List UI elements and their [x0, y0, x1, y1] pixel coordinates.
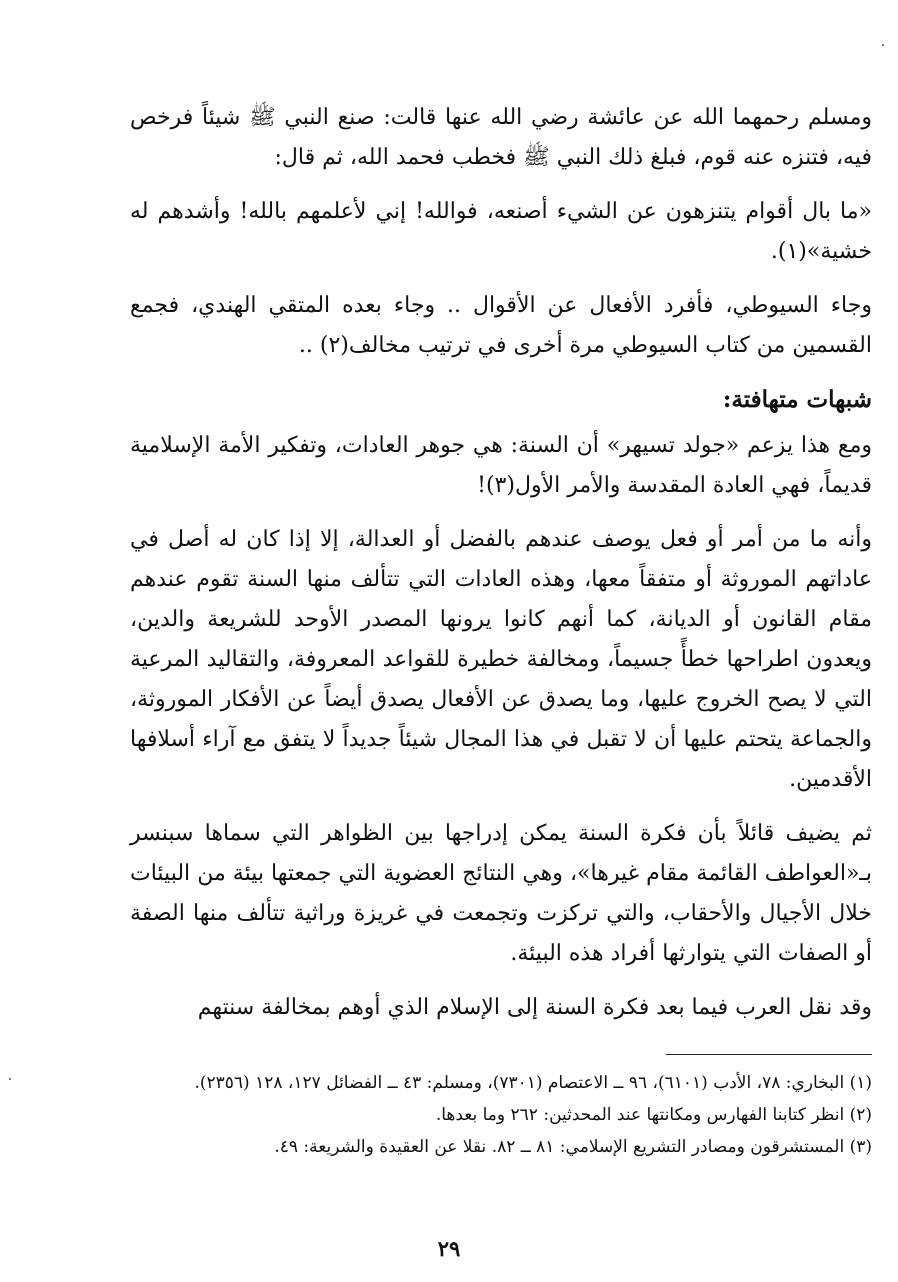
footnote-1: (١) البخاري: ٧٨، الأدب (٦١٠١)، ٩٦ ــ الاعتصام (٧٣٠١)، ومسلم: ٤٣ ــ الفضائل ١٢٧، ١٢٨ (٢٣٥٦). — [194, 1073, 872, 1093]
paragraph-hadith-quote: «ما بال أقوام يتنزهون عن الشيء أصنعه، فوالله! إني لأعلمهم بالله! وأشدهم له خشية»(١). — [130, 199, 872, 264]
paragraph-hadith-intro: ومسلم رحمهما الله عن عائشة رضي الله عنها قالت: صنع النبي ﷺ شيئاً فرخص فيه، فتنزه عنه قوم، فبلغ ذلك النبي ﷺ فخطب فحمد الله، ثم قال: — [130, 105, 872, 170]
section-heading: شبهات متهافتة: — [722, 386, 872, 413]
footnote-divider — [666, 1054, 872, 1055]
scan-speck — [9, 1078, 11, 1080]
footnote-3: (٣) المستشرقون ومصادر التشريع الإسلامي: ٨١ ــ ٨٢. نقلا عن العقيدة والشريعة: ٤٩. — [274, 1137, 872, 1157]
page-number: ٢٩ — [437, 1236, 461, 1261]
main-text — [130, 98, 872, 1042]
paragraph-arabs: وقد نقل العرب فيما بعد فكرة السنة إلى الإسلام الذي أوهم بمخالفة سنتهم — [197, 995, 872, 1020]
paragraph-goldziher: ومع هذا يزعم «جولد تسيهر» أن السنة: هي جوهر العادات، وتفكير الأمة الإسلامية قديماً، فهي العادة المقدسة والأمر الأول(٣)! — [130, 433, 872, 498]
paragraph-spencer: ثم يضيف قائلاً بأن فكرة السنة يمكن إدراجها بين الظواهر التي سماها سبنسر بـ«العواطف القائمة مقام غيرها»، وهي النتائج العضوية التي جمعتها بيئة من البيئات خلال الأجيال والأحقاب، والتي تركزت وتجمعت في غريزة وراثية تتألف منها الصفة أو الصفات التي يتوارثها أفراد هذه البيئة. — [130, 821, 872, 966]
scan-speck — [882, 44, 884, 46]
footnote-2: (٢) انظر كتابنا الفهارس ومكانتها عند المحدثين: ٢٦٢ وما بعدها. — [435, 1105, 872, 1125]
paragraph-suyuti: وجاء السيوطي، فأفرد الأفعال عن الأقوال .. وجاء بعده المتقي الهندي، فجمع القسمين من كتاب السيوطي مرة أخرى في ترتيب مخالف(٢) .. — [130, 293, 872, 358]
footnotes — [130, 1068, 872, 1164]
paragraph-customs: وأنه ما من أمر أو فعل يوصف عندهم بالفضل أو العدالة، إلا إذا كان له أصل في عاداتهم الموروثة أو متفقاً معها، وهذه العادات التي تتألف منها السنة تقوم عندهم مقام القانون أو الديانة، كما أنهم كانوا يرونها المصدر الأوحد للشريعة والدين، ويعدون اطراحها خطأً جسيماً، ومخالفة خطيرة للقواعد المعروفة، والتقاليد المرعية التي لا يصح الخروج عليها، وما يصدق عن الأفعال يصدق أيضاً عن الأفكار الموروثة، والجماعة يتحتم عليها أن لا تقبل في هذا المجال شيئاً جديداً لا يتفق مع آراء أسلافها الأقدمين. — [130, 527, 872, 792]
